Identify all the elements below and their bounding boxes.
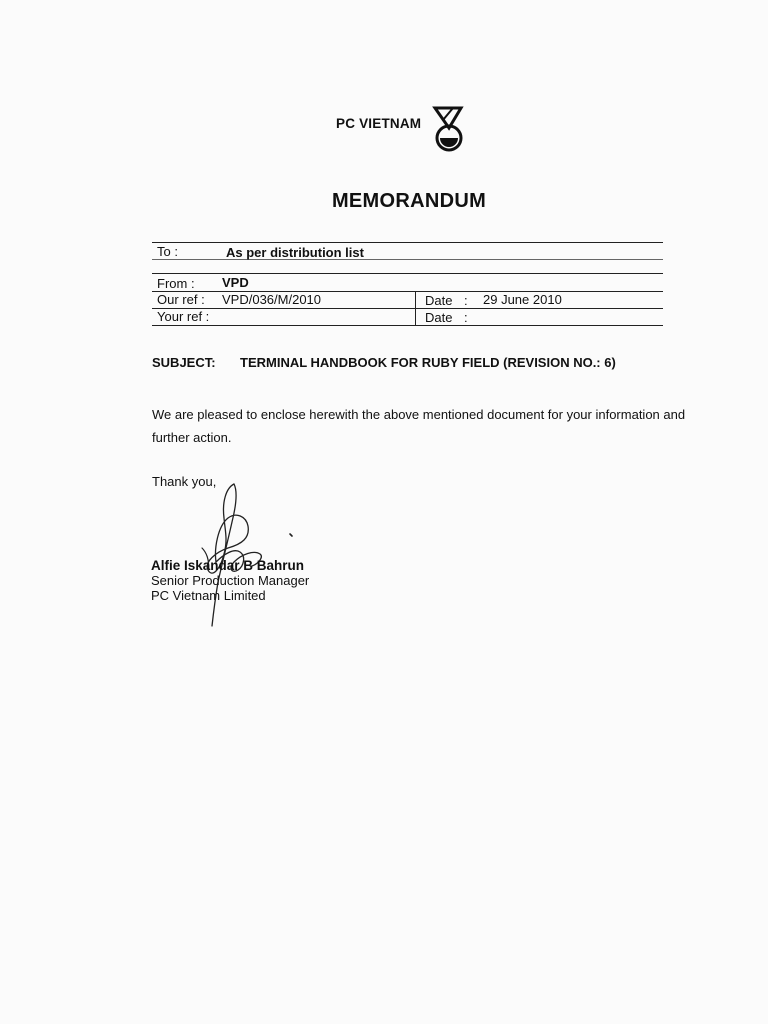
your-ref-label: Your ref : — [157, 309, 210, 324]
our-ref-label: Our ref : — [157, 292, 205, 307]
from-label: From : — [157, 276, 195, 291]
signatory-title: Senior Production Manager — [151, 573, 310, 588]
closing-line: Thank you, — [152, 474, 217, 489]
signatory-name: Alfie Iskandar B Bahrun — [151, 558, 305, 573]
rule-top — [152, 242, 663, 243]
date1-value: 29 June 2010 — [483, 292, 562, 307]
our-ref-value: VPD/036/M/2010 — [222, 292, 322, 307]
to-label: To : — [157, 244, 178, 259]
subject-label: SUBJECT: — [152, 355, 216, 370]
body-paragraph: We are pleased to enclose herewith the above mentioned document for your information and further action. — [152, 407, 686, 445]
date1-separator: : — [464, 293, 468, 308]
signatory-organization: PC Vietnam Limited — [151, 588, 266, 603]
handwritten-signature — [188, 478, 308, 630]
date1-label: Date — [425, 293, 453, 308]
logo-mark-icon — [431, 104, 467, 156]
rule-from-top — [152, 273, 663, 274]
page-title: MEMORANDUM — [331, 190, 487, 212]
date2-label: Date — [425, 310, 453, 325]
to-value: As per distribution list — [226, 245, 364, 260]
logo-text: PC VIETNAM — [336, 116, 422, 131]
rule-date-divider — [415, 291, 416, 325]
date2-separator: : — [464, 310, 468, 325]
subject-text: TERMINAL HANDBOOK FOR RUBY FIELD (REVISION NO.: 6) — [240, 355, 616, 370]
rule-your-ref — [152, 308, 663, 309]
rule-bottom — [152, 325, 663, 326]
from-value: VPD — [222, 275, 249, 290]
